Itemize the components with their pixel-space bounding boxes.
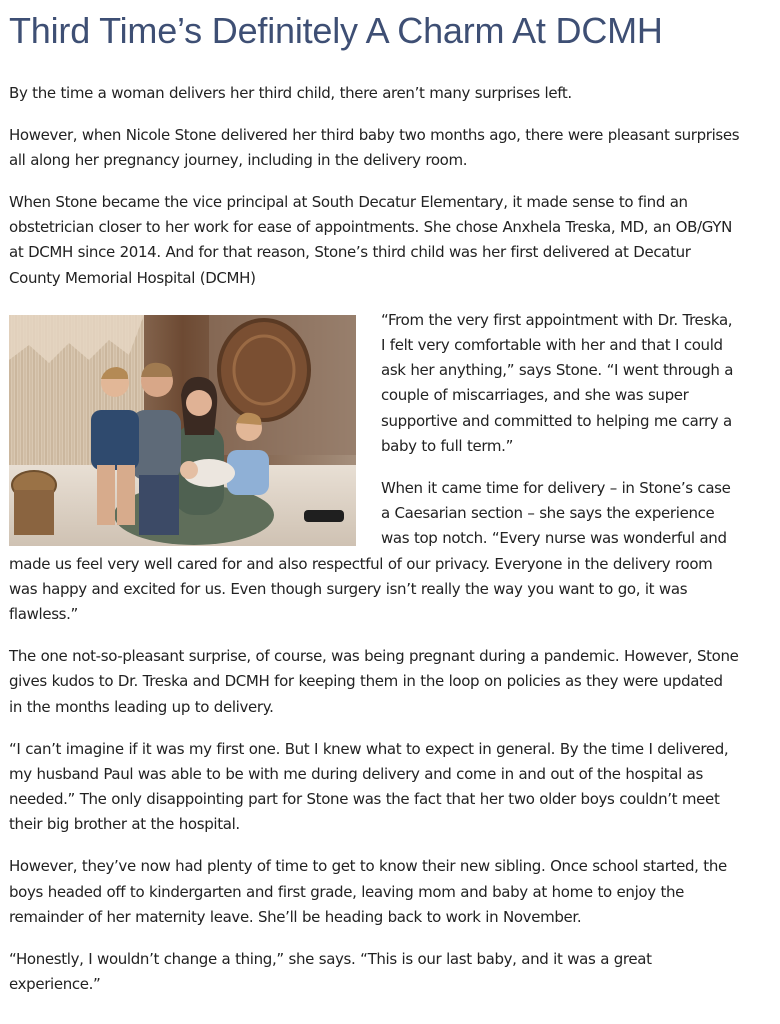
article-title: Third Time’s Definitely A Charm At DCMH xyxy=(9,10,663,51)
article-paragraph-4: “From the very first appointment with Dr. Treska, I felt very comfortable with her and that I could ask her anything,” says Stone. “I went through a couple of miscarriages, and she was super supportive and committed to helping me carry a baby to full term.” xyxy=(381,310,734,456)
article-paragraph-9: “Honestly, I wouldn’t change a thing,” she says. “This is our last baby, and it was a great experience.” xyxy=(9,949,652,993)
article xyxy=(9,0,740,1014)
article-paragraph-7: “I can’t imagine if it was my first one. But I knew what to expect in general. By the time I delivered, my husband Paul was able to be with me during delivery and come in and out of the hospital as needed.” The only disappointing part for Stone was the fact that her two older boys couldn’t meet their big brother at the hospital. xyxy=(9,739,729,834)
family-photo xyxy=(9,315,356,546)
article-paragraph-3: When Stone became the vice principal at South Decatur Elementary, it made sense to find an obstetrician closer to her work for ease of appointments. She chose Anxhela Treska, MD, an OB/GYN at DCMH since 2014. And for that reason, Stone’s third child was her first delivered at Decatur County Memorial Hospital (DCMH) xyxy=(9,192,732,287)
article-paragraph-6: The one not-so-pleasant surprise, of course, was being pregnant during a pandemic. However, Stone gives kudos to Dr. Treska and DCMH for keeping them in the loop on policies as they were updated in the months leading up to delivery. xyxy=(9,647,739,716)
article-paragraph-2: However, when Nicole Stone delivered her third baby two months ago, there were pleasant surprises all along her pregnancy journey, including in the delivery room. xyxy=(9,125,740,170)
article-paragraph-8: However, they’ve now had plenty of time to get to know their new sibling. Once school started, the boys headed off to kindergarten and first grade, leaving mom and baby at home to enjoy the remainder of her maternity leave. She’ll be heading back to work in November. xyxy=(9,857,727,926)
article-paragraph-5: When it came time for delivery – in Stone’s case a Caesarian section – she says the experience was top notch. “Every nurse was wonderful and made us feel very well cared for and also respectful of our privacy. Everyone in the delivery room was happy and excited for us. Even though surgery isn’t really the way you want to go, it was flawless.” xyxy=(9,478,731,624)
article-paragraph-1: By the time a woman delivers her third child, there aren’t many surprises left. xyxy=(9,84,572,102)
